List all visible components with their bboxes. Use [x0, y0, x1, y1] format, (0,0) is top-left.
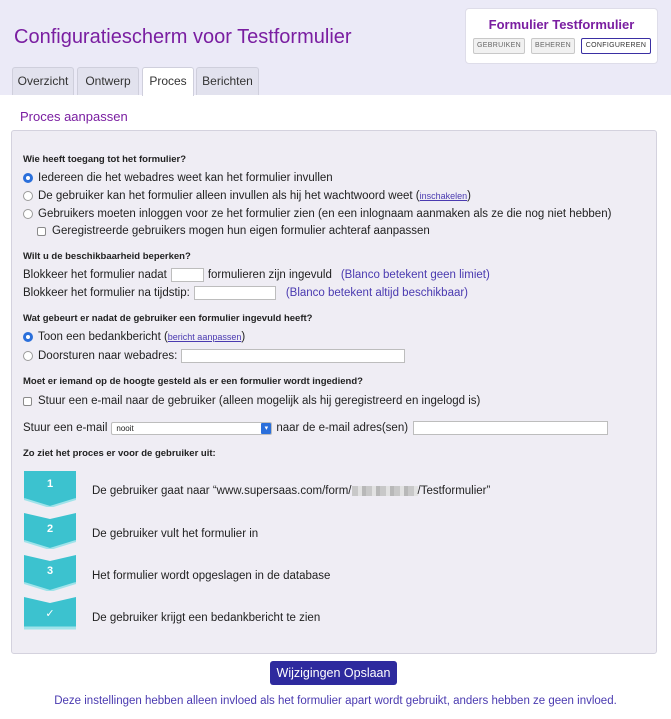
step-text-4: De gebruiker krijgt een bedankbericht te zien [92, 612, 321, 624]
step-badge-2 [24, 513, 76, 549]
email-addresses-input[interactable] [413, 421, 608, 435]
footnote: Deze instellingen hebben alleen invloed als het formulier apart wordt gebruikt, anders hebben ze geen invloed. [54, 695, 617, 707]
block-time-input[interactable] [194, 286, 276, 300]
checkmark-icon: ✓ [45, 608, 55, 620]
tab-messages[interactable]: Berichten [196, 67, 259, 95]
radio-icon[interactable] [23, 209, 33, 219]
tab-process[interactable]: Proces [142, 67, 194, 96]
page-title: Configuratiescherm voor Testformulier [14, 26, 352, 48]
step-badge-4 [24, 597, 76, 633]
block-time-label: Blokkeer het formulier na tijdstip: [23, 287, 190, 299]
radio-icon[interactable] [23, 191, 33, 201]
edit-own-form-label: Geregistreerde gebruikers mogen hun eigen formulier achteraf aanpassen [52, 225, 430, 237]
step-number: 3 [46, 565, 54, 577]
redirect-url-input[interactable] [181, 349, 405, 363]
configure-button[interactable]: CONFIGUREREN [581, 38, 651, 54]
tab-design[interactable]: Ontwerp [77, 67, 139, 95]
enable-password-link[interactable]: inschakelen [419, 191, 468, 201]
max-forms-input[interactable] [171, 268, 204, 282]
access-option-password-label: De gebruiker kan het formulier alleen invullen als hij het wachtwoord weet [38, 190, 413, 202]
step-badge-3 [24, 555, 76, 591]
email-user-label: Stuur een e-mail naar de gebruiker (alleen mogelijk als hij geregistreerd en ingelogd is) [38, 395, 481, 407]
redirect-label: Doorsturen naar webadres: [38, 350, 178, 362]
form-info-box [465, 8, 658, 64]
checkbox-icon[interactable] [23, 397, 32, 406]
step-text-3: Het formulier wordt opgeslagen in de database [92, 570, 331, 582]
access-question: Wie heeft toegang tot het formulier? [23, 154, 186, 165]
save-changes-button[interactable]: Wijzigingen Opslaan [270, 661, 397, 685]
block-after-count-row [23, 268, 490, 282]
edit-own-form-option[interactable] [37, 225, 430, 237]
section-heading: Proces aanpassen [20, 109, 128, 124]
step-number: 1 [46, 478, 54, 490]
access-option-login-label: Gebruikers moeten inloggen voor ze het formulier zien (en een inlognaam aanmaken als ze die nog niet hebben) [38, 208, 612, 220]
block-after-suffix: formulieren zijn ingevuld [207, 269, 332, 281]
email-frequency-select[interactable] [111, 422, 272, 435]
form-name: Formulier Testformulier [488, 17, 635, 32]
redacted-account-name [352, 486, 418, 496]
radio-selected-icon[interactable] [23, 173, 33, 183]
availability-question: Wilt u de beschikbaarheid beperken? [23, 251, 191, 262]
access-option-password[interactable]: De gebruiker kan het formulier alleen invullen als hij het wachtwoord weet ( inschakelen ) [23, 190, 471, 202]
after-submit-question: Wat gebeurt er nadat de gebruiker een formulier ingevuld heeft? [23, 313, 313, 324]
send-email-row [23, 421, 608, 435]
block-time-row [23, 286, 468, 300]
chevron-down-icon: ▾ [261, 423, 271, 434]
access-option-login[interactable] [23, 208, 611, 220]
show-thanks-option[interactable]: Toon een bedankbericht ( bericht aanpassen ) [23, 331, 245, 343]
process-question: Zo ziet het proces er voor de gebruiker uit: [23, 448, 216, 459]
tab-overview[interactable]: Overzicht [12, 67, 74, 95]
block-time-hint: (Blanco betekent altijd beschikbaar) [285, 287, 469, 299]
show-thanks-label: Toon een bedankbericht [38, 331, 161, 343]
step-text-1: De gebruiker gaat naar “www.supersaas.com/form/ /Testformulier” [92, 485, 491, 497]
email-to-label: naar de e-mail adres(sen) [276, 422, 409, 434]
email-user-option[interactable] [23, 395, 480, 407]
checkbox-icon[interactable] [37, 227, 46, 236]
block-after-label: Blokkeer het formulier nadat [23, 269, 167, 281]
access-option-everyone-label: Iedereen die het webadres weet kan het formulier invullen [38, 172, 333, 184]
radio-selected-icon[interactable] [23, 332, 33, 342]
access-option-everyone[interactable] [23, 172, 333, 184]
edit-message-link[interactable]: bericht aanpassen [167, 332, 242, 342]
use-button[interactable]: GEBRUIKEN [473, 38, 525, 54]
step-text-2: De gebruiker vult het formulier in [92, 528, 259, 540]
manage-button[interactable]: BEHEREN [531, 38, 575, 54]
step-badge-1 [24, 471, 76, 507]
block-after-hint: (Blanco betekent geen limiet) [340, 269, 490, 281]
radio-icon[interactable] [23, 351, 33, 361]
step-number: 2 [46, 523, 54, 535]
redirect-option[interactable] [23, 349, 405, 363]
send-email-label: Stuur een e-mail [23, 422, 108, 434]
notify-question: Moet er iemand op de hoogte gesteld als er een formulier wordt ingediend? [23, 376, 363, 387]
email-frequency-value: nooit [116, 423, 134, 433]
